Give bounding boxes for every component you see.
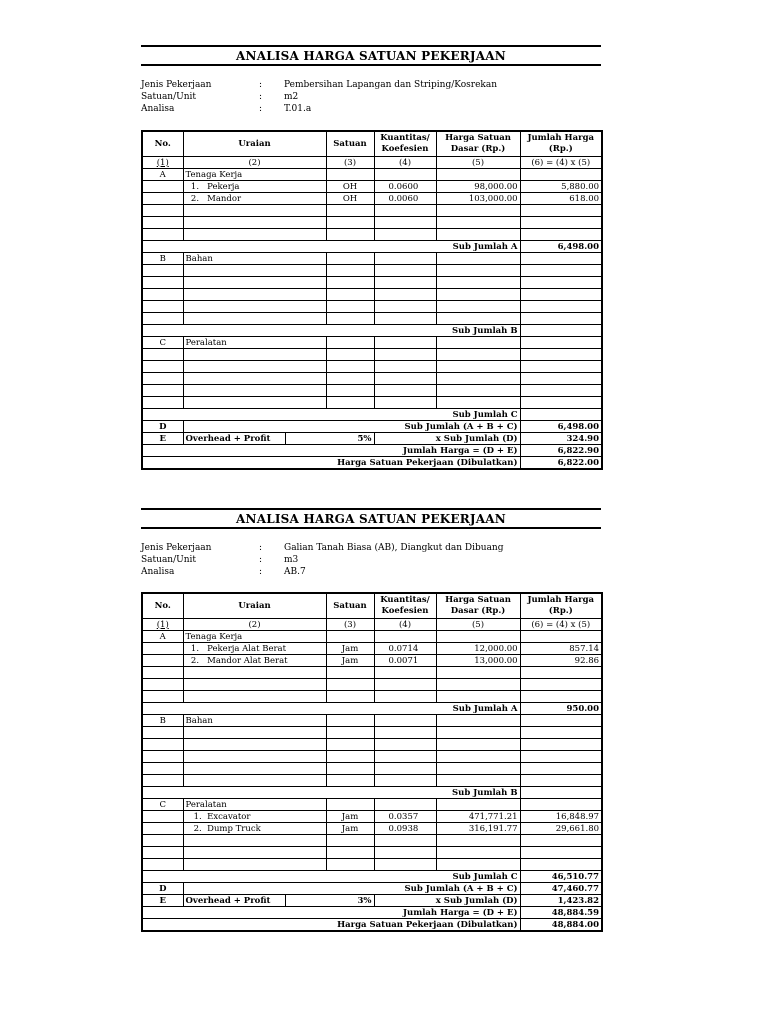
meta-analisa: Analisa : AB.7	[141, 567, 306, 577]
table-row: 1. Pekerja OH 0.0600 98,000.00 5,880.00	[142, 181, 602, 193]
header-harga-satuan: Harga Satuan Dasar (Rp.)	[436, 593, 520, 619]
table-header-row	[142, 593, 602, 619]
empty-row	[142, 229, 602, 241]
table-row: 2. Dump Truck Jam 0.0938 316,191.77 29,661.80	[142, 823, 602, 835]
analysis-sheet-1	[141, 45, 601, 115]
header-uraian: Uraian	[183, 131, 326, 157]
empty-row	[142, 691, 602, 703]
empty-row	[142, 847, 602, 859]
empty-row	[142, 775, 602, 787]
section-a-row: A Tenaga Kerja	[142, 631, 602, 643]
table-row: 1. Pekerja Alat Berat Jam 0.0714 12,000.00 857.14	[142, 643, 602, 655]
meta-analisa: Analisa : T.01.a	[141, 104, 312, 114]
empty-row	[142, 313, 602, 325]
table-header-row	[142, 131, 602, 157]
meta-jenis-pekerjaan: Jenis Pekerjaan : Galian Tanah Biasa (AB), Diangkut dan Dibuang	[141, 543, 504, 553]
empty-row	[142, 361, 602, 373]
header-harga-satuan: Harga Satuan Dasar (Rp.)	[436, 131, 520, 157]
row-total: Jumlah Harga = (D + E) 48,884.59	[142, 907, 602, 919]
empty-row	[142, 349, 602, 361]
row-d: D Sub Jumlah (A + B + C) 47,460.77	[142, 883, 602, 895]
section-c-row: C Peralatan	[142, 799, 602, 811]
row-d: D Sub Jumlah (A + B + C) 6,498.00	[142, 421, 602, 433]
subtotal-a-row: Sub Jumlah A 950.00	[142, 703, 602, 715]
column-number-row: (1) (2) (3) (4) (5) (6) = (4) x (5)	[142, 157, 602, 169]
sheet-title-bar	[141, 45, 601, 66]
section-b-row: B Bahan	[142, 715, 602, 727]
empty-row	[142, 859, 602, 871]
sheet-meta	[141, 79, 601, 115]
header-kuantitas: Kuantitas/ Koefesien	[374, 593, 436, 619]
analysis-table-2	[141, 592, 603, 932]
meta-satuan-unit: Satuan/Unit : m2	[141, 92, 299, 102]
subtotal-c-row: Sub Jumlah C	[142, 409, 602, 421]
row-rounded: Harga Satuan Pekerjaan (Dibulatkan) 6,822.00	[142, 457, 602, 470]
header-jumlah-harga: Jumlah Harga (Rp.)	[520, 593, 602, 619]
table-row: 2. Mandor Alat Berat Jam 0.0071 13,000.00 92.86	[142, 655, 602, 667]
section-a-row: A Tenaga Kerja	[142, 169, 602, 181]
empty-row	[142, 385, 602, 397]
empty-row	[142, 667, 602, 679]
empty-row	[142, 373, 602, 385]
header-uraian: Uraian	[183, 593, 326, 619]
empty-row	[142, 397, 602, 409]
empty-row	[142, 751, 602, 763]
empty-row	[142, 265, 602, 277]
column-number-row: (1) (2) (3) (4) (5) (6) = (4) x (5)	[142, 619, 602, 631]
empty-row	[142, 835, 602, 847]
meta-satuan-unit: Satuan/Unit : m3	[141, 555, 299, 565]
header-jumlah-harga: Jumlah Harga (Rp.)	[520, 131, 602, 157]
empty-row	[142, 727, 602, 739]
header-satuan: Satuan	[326, 131, 374, 157]
header-no: No.	[142, 593, 183, 619]
empty-row	[142, 763, 602, 775]
subtotal-c-row: Sub Jumlah C 46,510.77	[142, 871, 602, 883]
table-row: 1. Excavator Jam 0.0357 471,771.21 16,848.97	[142, 811, 602, 823]
meta-jenis-pekerjaan: Jenis Pekerjaan : Pembersihan Lapangan dan Striping/Kosrekan	[141, 80, 498, 90]
empty-row	[142, 289, 602, 301]
empty-row	[142, 739, 602, 751]
section-b-row: B Bahan	[142, 253, 602, 265]
header-kuantitas: Kuantitas/ Koefesien	[374, 131, 436, 157]
header-no: No.	[142, 131, 183, 157]
header-satuan: Satuan	[326, 593, 374, 619]
empty-row	[142, 301, 602, 313]
subtotal-b-row: Sub Jumlah B	[142, 325, 602, 337]
subtotal-b-row: Sub Jumlah B	[142, 787, 602, 799]
sheet-title: ANALISA HARGA SATUAN PEKERJAAN	[236, 511, 506, 526]
sheet-title-bar	[141, 508, 601, 529]
analysis-sheet-2	[141, 508, 601, 578]
section-c-row: C Peralatan	[142, 337, 602, 349]
row-rounded: Harga Satuan Pekerjaan (Dibulatkan) 48,884.00	[142, 919, 602, 932]
empty-row	[142, 217, 602, 229]
empty-row	[142, 679, 602, 691]
analysis-table-1	[141, 130, 603, 470]
empty-row	[142, 277, 602, 289]
empty-row	[142, 205, 602, 217]
row-e: E Overhead + Profit 5% x Sub Jumlah (D) 324.90	[142, 433, 602, 445]
row-e: E Overhead + Profit 3% x Sub Jumlah (D) 1,423.82	[142, 895, 602, 907]
table-row: 2. Mandor OH 0.0060 103,000.00 618.00	[142, 193, 602, 205]
row-total: Jumlah Harga = (D + E) 6,822.90	[142, 445, 602, 457]
subtotal-a-row: Sub Jumlah A 6,498.00	[142, 241, 602, 253]
sheet-title: ANALISA HARGA SATUAN PEKERJAAN	[236, 48, 506, 63]
sheet-meta	[141, 542, 601, 578]
